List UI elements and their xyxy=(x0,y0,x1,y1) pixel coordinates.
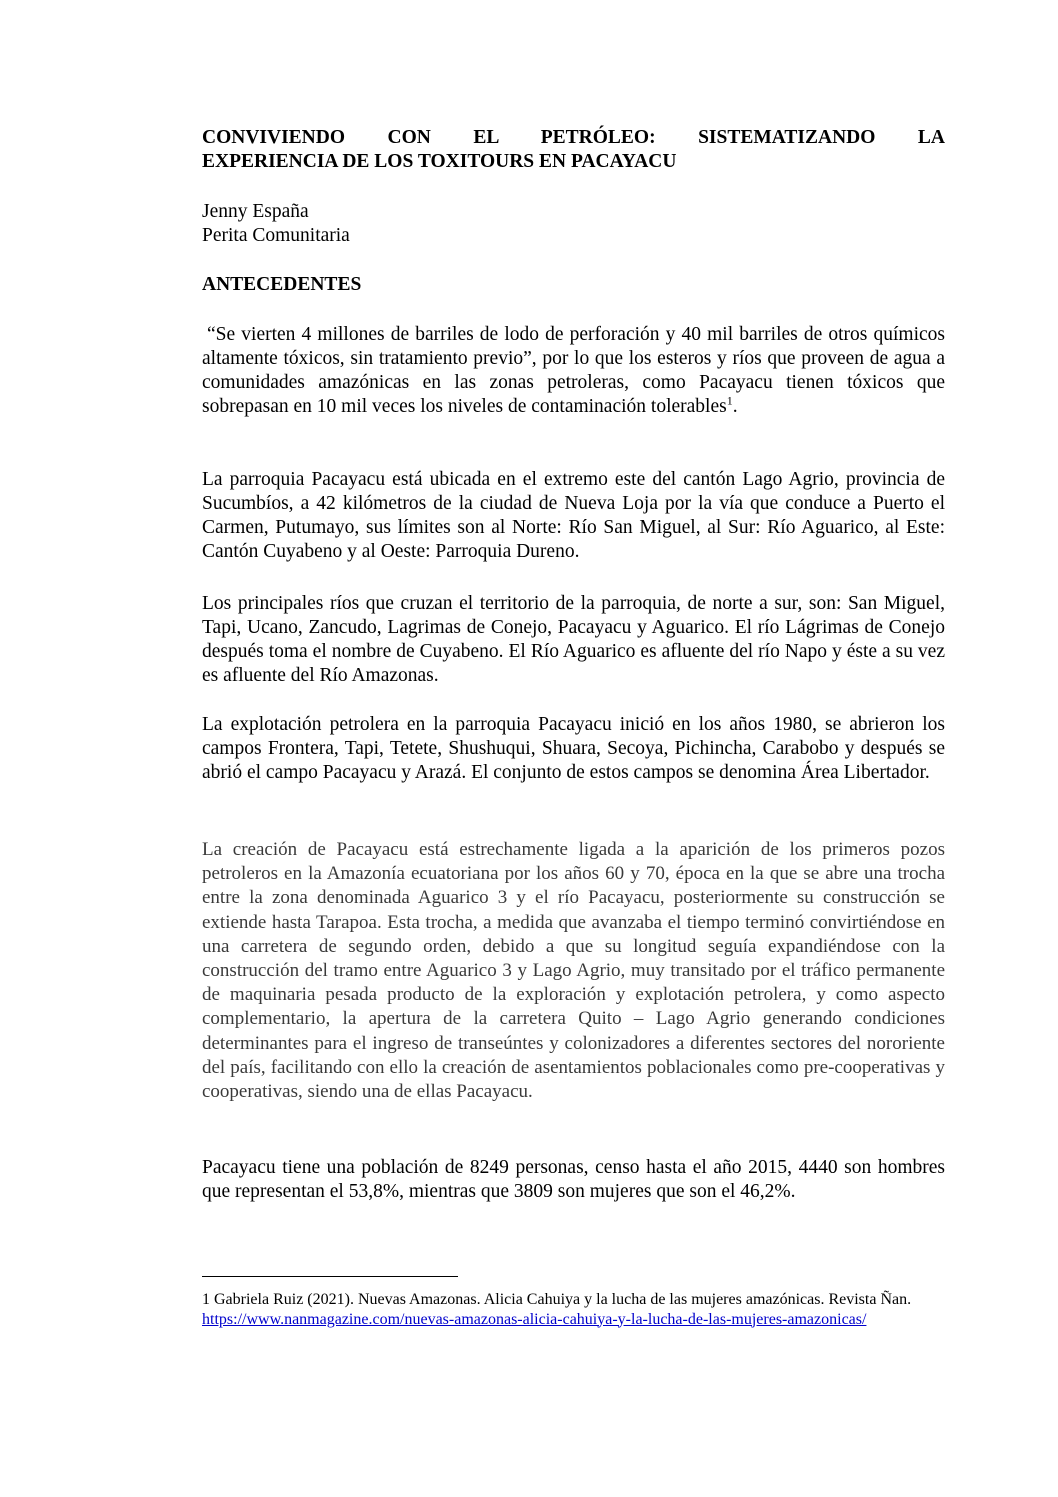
footnote-text: 1 Gabriela Ruiz (2021). Nuevas Amazonas. Alicia Cahuiya y la lucha de las mujeres amazónicas. Revista Ñan. xyxy=(202,1291,912,1308)
paragraph-6: Pacayacu tiene una población de 8249 personas, censo hasta el año 2015, 4440 son hombres que representan el 53,8%, mientras que 3809 son mujeres que son el 46,2%. xyxy=(202,1157,945,1202)
footnote-separator xyxy=(202,1276,458,1277)
paragraph-1-end: . xyxy=(732,396,738,417)
paragraph-1 xyxy=(202,323,945,419)
author-block xyxy=(202,200,945,248)
title-line-2: EXPERIENCIA DE LOS TOXITOURS EN PACAYACU xyxy=(202,151,677,172)
paragraph-2: La parroquia Pacayacu está ubicada en el extremo este del cantón Lago Agrio, provincia de Sucumbíos, a 42 kilómetros de la ciudad de Nueva Loja por la vía que conduce a Puerto el Carmen, Putumayo, sus límites son al Norte: Río San Miguel, al Sur: Río Aguarico, al Este: Cantón Cuyabeno y al Oeste: Parroquia Dureno. xyxy=(202,469,945,562)
document-title xyxy=(202,126,945,174)
paragraph-1-text: “Se vierten 4 millones de barriles de lodo de perforación y 40 mil barriles de otros químicos altamente tóxicos, sin tratamiento previo”, por lo que los esteros y ríos que proveen de agua a comunidades amazónicas en las zonas petroleras, como Pacayacu tienen tóxicos que sobrepasan en 10 mil veces los niveles de contaminación tolerables xyxy=(202,324,945,417)
paragraph-3: Los principales ríos que cruzan el territorio de la parroquia, de norte a sur, son: San Miguel, Tapi, Ucano, Zancudo, Lagrimas de Conejo, Pacayacu y Aguarico. El río Lágrimas de Conejo después toma el nombre de Cuyabeno. El Río Aguarico es afluente del río Napo y éste a su vez es afluente del Río Amazonas. xyxy=(202,593,945,686)
paragraph-5: La creación de Pacayacu está estrechamente ligada a la aparición de los primeros pozos petroleros en la Amazonía ecuatoriana por los años 60 y 70, época en la que se abre una trocha entre la zona denominada Aguarico 3 y el río Pacayacu, posteriormente su construcción se extiende hasta Tarapoa. Esta trocha, a medida que avanzaba el tiempo terminó convirtiéndose en una carretera de segundo orden, debido a que su longitud seguía expandiéndose con la construcción del tramo entre Aguarico 3 y Lago Agrio, muy transitado por el tráfico permanente de maquinaria pesada producto de la exploración y explotación petrolera, y como aspecto complementario, la apertura de la carretera Quito – Lago Agrio generando condiciones determinantes para el ingreso de transeúntes y colonizadores a diferentes sectores del nororiente del país, facilitando con ello la creación de asentamientos poblacionales como pre-cooperativas y cooperativas, siendo una de ellas Pacayacu. xyxy=(202,839,945,1103)
footnote-reference[interactable]: 1 xyxy=(726,393,733,408)
title-line-1: CONVIVIENDO CON EL PETRÓLEO: SISTEMATIZANDO LA xyxy=(202,127,945,148)
section-heading: ANTECEDENTES xyxy=(202,274,362,295)
paragraph-4: La explotación petrolera en la parroquia Pacayacu inició en los años 1980, se abrieron los campos Frontera, Tapi, Tetete, Shushuqui, Shuara, Secoya, Pichincha, Carabobo y después se abrió el campo Pacayacu y Arazá. El conjunto de estos campos se denomina Área Libertador. xyxy=(202,714,945,783)
footnote xyxy=(202,1290,922,1329)
author-role: Perita Comunitaria xyxy=(202,225,350,246)
footnote-link[interactable]: https://www.nanmagazine.com/nuevas-amazonas-alicia-cahuiya-y-la-lucha-de-las-mujeres-amazonicas/ xyxy=(202,1310,867,1328)
author-name: Jenny España xyxy=(202,201,309,222)
